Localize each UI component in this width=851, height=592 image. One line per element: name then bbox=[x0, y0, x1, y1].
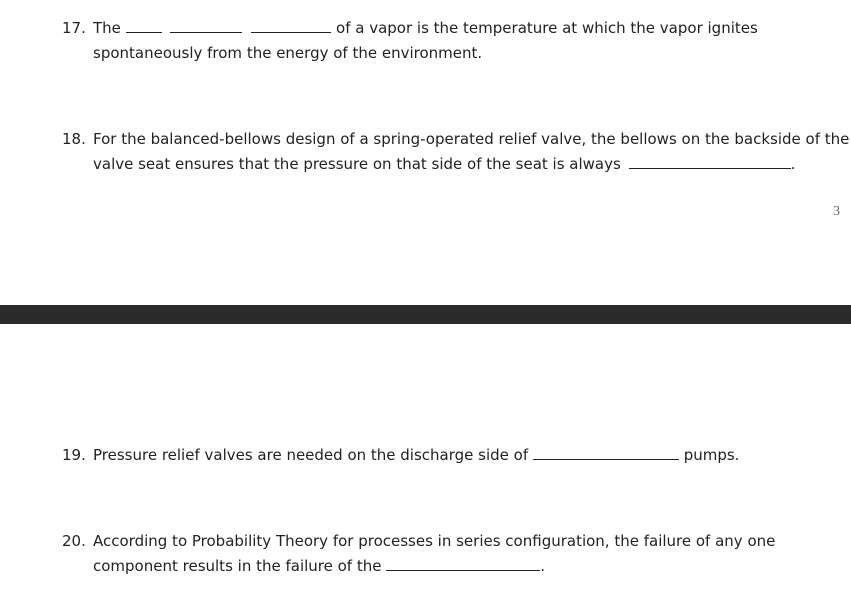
answer-blank[interactable] bbox=[170, 17, 242, 33]
answer-blank[interactable] bbox=[386, 555, 540, 571]
question-text-line bbox=[93, 443, 739, 468]
answer-blank[interactable] bbox=[251, 17, 331, 33]
question-text: The bbox=[93, 19, 121, 37]
period: . bbox=[790, 155, 796, 173]
answer-blank[interactable] bbox=[533, 444, 679, 460]
question-text: component results in the failure of the bbox=[93, 557, 382, 575]
question-text-line bbox=[93, 152, 795, 177]
question-number: 20. bbox=[62, 532, 86, 550]
question-text-line bbox=[93, 554, 545, 579]
page-number: 3 bbox=[833, 204, 840, 219]
question-text: For the balanced-bellows design of a spring-operated relief valve, the bellows on the backside of the bbox=[93, 130, 850, 148]
answer-blank[interactable] bbox=[126, 17, 162, 33]
question-text: of a vapor is the temperature at which the vapor ignites bbox=[336, 19, 758, 37]
question-number: 18. bbox=[62, 130, 86, 148]
question-text: pumps. bbox=[683, 446, 740, 464]
question-number: 17. bbox=[62, 19, 86, 37]
page-break-divider bbox=[0, 305, 851, 324]
question-number: 19. bbox=[62, 446, 86, 464]
question-text: Pressure relief valves are needed on the discharge side of bbox=[93, 446, 529, 464]
question-text: spontaneously from the energy of the environment. bbox=[93, 44, 483, 62]
question-text: According to Probability Theory for processes in series configuration, the failure of any one bbox=[93, 532, 776, 550]
question-text-line bbox=[93, 16, 758, 41]
question-text: valve seat ensures that the pressure on that side of the seat is always bbox=[93, 155, 621, 173]
answer-blank[interactable] bbox=[629, 153, 791, 169]
period: . bbox=[540, 557, 546, 575]
